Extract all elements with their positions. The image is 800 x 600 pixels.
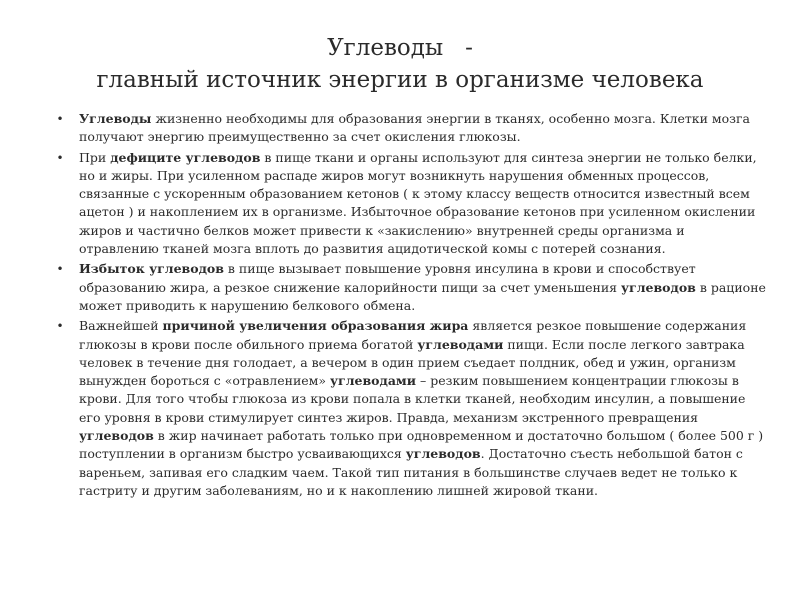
bullet-text-run: в жир начинает работать только при одновременном и достаточно большом ( более 500 г ) поступлении в организм быстро усваивающихся — [79, 428, 764, 462]
bullet-text — [79, 111, 750, 144]
bullet-text-run: . Достаточно съесть небольшой батон с вареньем, запивая его сладким чаем. Такой тип питания в большинстве случаев ведет не только к гастриту и другим заболеваниям, но и к накоплению лишней жировой ткани. — [79, 446, 743, 498]
bullet-text — [79, 318, 763, 498]
bullet-text-run: в пище вызывает повышение уровня инсулина в крови и способствует образованию жира, а резкое снижение калорийности пищи за счет уменьшения — [79, 261, 696, 295]
slide-title-line-1: Углеводы - — [327, 35, 473, 61]
bullet-text-bold: Избыток углеводов — [79, 261, 224, 277]
bullet-text-run: пищи. Если после легкого завтрака человек в течение дня голодает, а вечером в один прием съедает полдник, обед и ужин, организм вынужден бороться с «отравлением» — [79, 336, 745, 389]
slide-title-line-2: главный источник энергии в организме человека — [96, 67, 704, 93]
bullet-text-bold: углеводов — [621, 279, 696, 295]
bullet-item — [53, 110, 768, 147]
bullet-text — [79, 150, 757, 256]
bullet-marker: • — [56, 150, 64, 165]
bullet-item — [53, 317, 768, 500]
bullet-text-bold: углеводов — [79, 428, 154, 444]
bullet-text-run: является резкое повышение содержания глюкозы в крови после обильного приема богатой — [79, 318, 747, 352]
bullet-item — [53, 149, 768, 259]
bullet-text-run: жизненно необходимы для образования энергии в тканях, особенно мозга. Клетки мозга получают энергию преимущественно за счет окисления глюкозы. — [79, 111, 750, 145]
bullet-text-run: в пище ткани и органы используют для синтеза энергии не только белки, но и жиры. При усиленном распаде жиров могут возникнуть нарушения обменных процессов, связанные с ускоренным образованием кетонов ( к этому классу веществ относится известный всем ацетон ) и накоплением их в организме. Избыточное образование кетонов при усиленном окислении жиров и частично белков может привести к «закислению» внутренней среды организма и отравлению тканей мозга вплоть до развития ацидотической комы с потерей сознания. — [79, 149, 757, 257]
bullet-item — [53, 260, 768, 315]
bullet-text-bold: дефиците углеводов — [110, 149, 261, 165]
bullet-text-bold: причиной увеличения образования жира — [162, 318, 469, 334]
bullet-text-run: Важнейшей — [79, 318, 163, 334]
bullet-text-run: – резким повышением концентрации глюкозы в крови. Для того чтобы глюкоза из крови попала в клетки тканей, необходим инсулин, а повышение его уровня в крови стимулирует синтез жиров. Правда, механизм экстренного превращения — [79, 373, 746, 425]
bullet-text-bold: углеводами — [417, 336, 504, 352]
bullet-text-bold: углеводами — [330, 373, 417, 389]
bullet-marker: • — [56, 319, 64, 334]
bullet-list — [53, 110, 768, 502]
bullet-text-bold: углеводов — [405, 446, 481, 462]
bullet-text-run: При — [79, 149, 111, 165]
bullet-marker: • — [56, 112, 64, 126]
bullet-text-bold: Углеводы — [79, 111, 152, 126]
bullet-text-run: в рационе может приводить к нарушению белкового обмена. — [79, 279, 766, 313]
bullet-marker: • — [56, 262, 64, 277]
slide-title — [40, 32, 760, 96]
bullet-text — [79, 261, 766, 313]
